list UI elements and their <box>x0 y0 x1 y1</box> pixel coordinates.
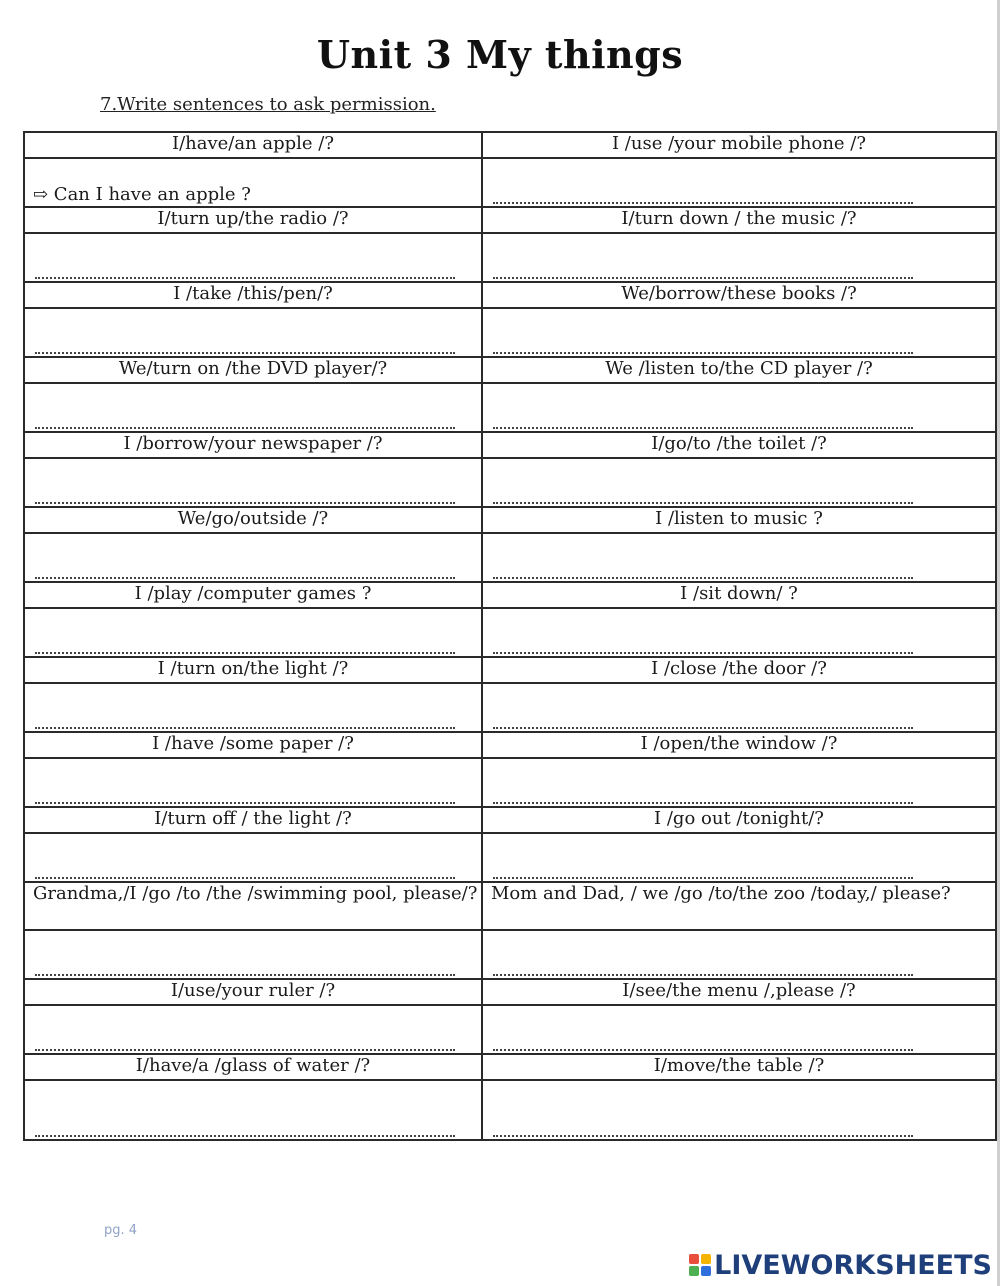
answer-cell-left <box>24 158 482 207</box>
prompt-cell-left: I /play /computer games ? <box>24 582 482 608</box>
exercise-instruction: 7.Write sentences to ask permission. <box>100 94 436 115</box>
prompt-row <box>24 357 996 383</box>
prompt-cell-left: We/go/outside /? <box>24 507 482 533</box>
answer-cell-left[interactable] <box>24 533 482 582</box>
answer-cell-right[interactable] <box>482 930 996 979</box>
answer-row <box>24 1005 996 1054</box>
answer-blank-line[interactable] <box>493 351 913 354</box>
prompt-cell-right: We /listen to/the CD player /? <box>482 357 996 383</box>
answer-row <box>24 533 996 582</box>
answer-blank-line[interactable] <box>35 651 455 654</box>
answer-row <box>24 233 996 282</box>
answer-cell-left[interactable] <box>24 383 482 432</box>
answer-cell-left[interactable] <box>24 233 482 282</box>
answer-cell-right[interactable] <box>482 1005 996 1054</box>
prompt-cell-left: I /borrow/your newspaper /? <box>24 432 482 458</box>
worksheet-table <box>23 131 997 1141</box>
answer-row <box>24 833 996 882</box>
prompt-cell-right: I /close /the door /? <box>482 657 996 683</box>
prompt-cell-right: I /open/the window /? <box>482 732 996 758</box>
answer-row <box>24 308 996 357</box>
prompt-cell-left: I /have /some paper /? <box>24 732 482 758</box>
answer-blank-line[interactable] <box>35 276 455 279</box>
prompt-cell-right: I /sit down/ ? <box>482 582 996 608</box>
prompt-cell-right: I/move/the table /? <box>482 1054 996 1080</box>
prompt-cell-left: Grandma,/I /go /to /the /swimming pool, please/? <box>24 882 482 930</box>
answer-row <box>24 383 996 432</box>
answer-blank-line[interactable] <box>493 501 913 504</box>
answer-row <box>24 1080 996 1140</box>
answer-cell-left[interactable] <box>24 683 482 732</box>
answer-row <box>24 608 996 657</box>
prompt-row <box>24 582 996 608</box>
answer-blank-line[interactable] <box>35 876 455 879</box>
prompt-row <box>24 282 996 308</box>
prompt-cell-right: I/see/the menu /,please /? <box>482 979 996 1005</box>
answer-blank-line[interactable] <box>493 651 913 654</box>
answer-row <box>24 758 996 807</box>
answer-cell-left[interactable] <box>24 1080 482 1140</box>
answer-cell-right[interactable] <box>482 383 996 432</box>
prompt-row <box>24 807 996 833</box>
answer-blank-line[interactable] <box>493 276 913 279</box>
answer-blank-line[interactable] <box>35 1048 455 1051</box>
answer-cell-right[interactable] <box>482 458 996 507</box>
answer-blank-line[interactable] <box>35 1134 455 1137</box>
answer-blank-line[interactable] <box>493 576 913 579</box>
answer-blank-line[interactable] <box>493 876 913 879</box>
page-title: Unit 3 My things <box>316 32 684 77</box>
prompt-cell-left: I/turn off / the light /? <box>24 807 482 833</box>
prompt-row <box>24 432 996 458</box>
prompt-cell-right: I/turn down / the music /? <box>482 207 996 233</box>
answer-cell-right[interactable] <box>482 308 996 357</box>
answer-blank-line[interactable] <box>493 801 913 804</box>
answer-cell-right[interactable] <box>482 533 996 582</box>
answer-cell-right[interactable] <box>482 683 996 732</box>
prompt-cell-right: I/go/to /the toilet /? <box>482 432 996 458</box>
prompt-cell-right: I /listen to music ? <box>482 507 996 533</box>
answer-cell-right[interactable] <box>482 608 996 657</box>
prompt-row <box>24 132 996 158</box>
answer-cell-right[interactable] <box>482 833 996 882</box>
answer-blank-line[interactable] <box>493 1134 913 1137</box>
prompt-cell-left: We/turn on /the DVD player/? <box>24 357 482 383</box>
prompt-cell-left: I/turn up/the radio /? <box>24 207 482 233</box>
answer-row <box>24 458 996 507</box>
prompt-cell-left: I/have/an apple /? <box>24 132 482 158</box>
answer-cell-left[interactable] <box>24 608 482 657</box>
answer-blank-line[interactable] <box>35 501 455 504</box>
answer-cell-left[interactable] <box>24 758 482 807</box>
answer-blank-line[interactable] <box>35 576 455 579</box>
prompt-row <box>24 207 996 233</box>
answer-blank-line[interactable] <box>493 726 913 729</box>
answer-blank-line[interactable] <box>493 1048 913 1051</box>
brand-logo-area <box>689 1250 992 1280</box>
answer-cell-left[interactable] <box>24 1005 482 1054</box>
answer-blank-line[interactable] <box>35 351 455 354</box>
prompt-cell-left: I/have/a /glass of water /? <box>24 1054 482 1080</box>
answer-blank-line[interactable] <box>493 201 913 204</box>
answer-cell-right[interactable] <box>482 1080 996 1140</box>
example-answer: ⇨ Can I have an apple ? <box>33 184 251 205</box>
answer-cell-left[interactable] <box>24 833 482 882</box>
prompt-cell-right: Mom and Dad, / we /go /to/the zoo /today,/ please? <box>482 882 996 930</box>
answer-cell-left[interactable] <box>24 930 482 979</box>
prompt-row <box>24 507 996 533</box>
prompt-row <box>24 732 996 758</box>
prompt-row <box>24 657 996 683</box>
answer-row <box>24 158 996 207</box>
answer-blank-line[interactable] <box>35 726 455 729</box>
answer-blank-line[interactable] <box>493 973 913 976</box>
answer-cell-left[interactable] <box>24 308 482 357</box>
answer-cell-right[interactable] <box>482 233 996 282</box>
prompt-row <box>24 882 996 930</box>
answer-blank-line[interactable] <box>35 801 455 804</box>
answer-cell-right[interactable] <box>482 158 996 207</box>
page-number: pg. 4 <box>104 1223 138 1238</box>
prompt-cell-right: I /use /your mobile phone /? <box>482 132 996 158</box>
liveworksheets-logo-icon <box>689 1254 711 1276</box>
answer-blank-line[interactable] <box>35 973 455 976</box>
answer-row <box>24 683 996 732</box>
prompt-cell-left: I /take /this/pen/? <box>24 282 482 308</box>
brand-name: LIVEWORKSHEETS <box>714 1249 992 1281</box>
prompt-cell-left: I/use/your ruler /? <box>24 979 482 1005</box>
answer-blank-line[interactable] <box>35 426 455 429</box>
answer-row <box>24 930 996 979</box>
prompt-row <box>24 979 996 1005</box>
prompt-cell-right: I /go out /tonight/? <box>482 807 996 833</box>
prompt-cell-left: I /turn on/the light /? <box>24 657 482 683</box>
answer-blank-line[interactable] <box>493 426 913 429</box>
prompt-row <box>24 1054 996 1080</box>
prompt-cell-right: We/borrow/these books /? <box>482 282 996 308</box>
answer-cell-left[interactable] <box>24 458 482 507</box>
answer-cell-right[interactable] <box>482 758 996 807</box>
